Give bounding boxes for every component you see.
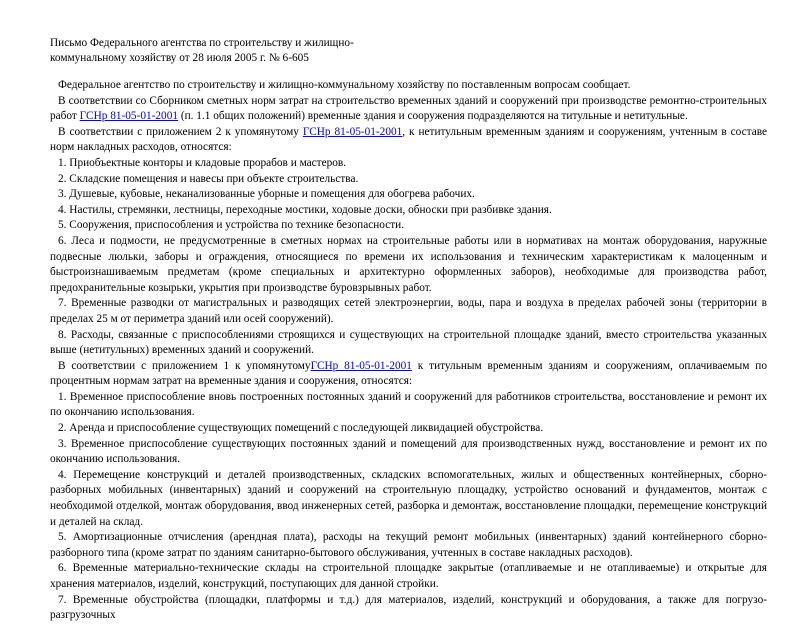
- list-item-text: 4. Настилы, стремянки, лестницы, переходные мостики, ходовые доски, обноски при разбивке здания.: [58, 203, 552, 216]
- list-item: [50, 390, 767, 421]
- paragraph-intro: [50, 78, 767, 94]
- gsnr-link[interactable]: ГСНр 81-05-01-2001: [310, 359, 412, 372]
- list-item: [50, 561, 767, 592]
- paragraph-appendix-1: [50, 359, 767, 390]
- document: [50, 36, 767, 624]
- list-item: [50, 234, 767, 296]
- paragraph-text: В соответствии с приложением 2 к упомянутому: [58, 125, 303, 138]
- list-item: [50, 468, 767, 530]
- list-item: [50, 187, 767, 203]
- list-item-text: 6. Леса и подмости, не предусмотренные в сметных нормах на строительные работы или в нормативах на монтаж оборудования, наружные подвесные люльки, заборы и ограждения, относящиеся по времени их использования и техническим характеристикам к малоценным и быстроизнашиваемым предметам (кроме специальных и архитектурно оформленных заборов), необходимые для производства работ, предохранительные козырьки, укрытия при производстве буровзрывных работ.: [50, 234, 767, 294]
- list-item-text: 3. Временное приспособление существующих постоянных зданий и помещений для производственных нужд, восстановление и ремонт их по окончанию использования.: [50, 437, 767, 466]
- list-item-text: 8. Расходы, связанные с приспособлениями строящихся и существующих на строительной площадке зданий, вместо строительства указанных выше (нетитульных) временных зданий и сооружений.: [50, 328, 767, 357]
- paragraph-text: (п. 1.1 общих положений) временные здания и сооружения подразделяются на титульные и нетитульные.: [178, 110, 688, 123]
- list-item: [50, 156, 767, 172]
- document-title: Письмо Федерального агентства по строительству и жилищно-коммунальному хозяйству от 28 июля 2005 г. № 6-605: [50, 37, 354, 64]
- list-item-text: 1. Временное приспособление вновь построенных постоянных зданий и сооружений для работников строительства, восстановление и ремонт их по окончанию использования.: [50, 390, 767, 419]
- paragraph-text: В соответствии с приложением 1 к упомянутому: [58, 359, 311, 372]
- list-item-text: 2. Складские помещения и навесы при объекте строительства.: [58, 172, 359, 185]
- list-item: [50, 593, 767, 624]
- list-item-text: 5. Амортизационные отчисления (арендная плата), расходы на текущий ремонт мобильных (инвентарных) зданий контейнерного сборно-разборного типа (кроме затрат по зданиям санитарно-бытового обслуживания, учтенных в составе накладных расходов).: [50, 531, 767, 559]
- list-item: [50, 530, 767, 561]
- list-item: [50, 296, 767, 327]
- list-item: [50, 172, 767, 188]
- list-item-text: 7. Временные обустройства (площадки, платформы и т.д.) для материалов, изделий, конструкций и оборудования, а также для погрузо- разгрузочных: [50, 593, 767, 622]
- list-item: [50, 328, 767, 359]
- list-item-text: 5. Сооружения, приспособления и устройства по технике безопасности.: [58, 219, 405, 232]
- paragraph-text: к титульным временным зданиям и сооружениям, оплачиваемым по процентным нормам затрат на временные здания и сооружения, относятся:: [50, 359, 767, 388]
- list-item: [50, 421, 767, 437]
- list-item: [50, 203, 767, 219]
- gsnr-link[interactable]: ГСНр 81-05-01-2001: [79, 110, 178, 123]
- paragraph-text: Федеральное агентство по строительству и жилищно-коммунальному хозяйству по поставленным вопросам сообщает.: [58, 79, 631, 91]
- paragraph-classification: [50, 94, 767, 125]
- list-item-text: 1. Приобъектные конторы и кладовые прорабов и мастеров.: [58, 156, 347, 169]
- list-item: [50, 218, 767, 234]
- list-item-text: 7. Временные разводки от магистральных и разводящих сетей электроэнергии, воды, пара и воздуха в пределах рабочей зоны (территории в пределах 25 м от периметра зданий или осей сооружений).: [50, 297, 767, 325]
- paragraph-text: В соответствии со Сборником сметных норм затрат на строительство временных зданий и сооружений при производстве ремонтно-строительных работ: [50, 94, 767, 123]
- list-item-text: 4. Перемещение конструкций и деталей производственных, складских вспомогательных, жилых и общественных контейнерных, сборно-разборных мобильных (инвентарных) зданий и сооружений на строительную площадку, устройство оснований и фундаментов, монтаж с необходимой отделкой, монтаж оборудования, ввод инженерных сетей, разборка и демонтаж, восстановление площадки, перемещение конструкций и деталей на склад.: [50, 468, 767, 528]
- list-item-text: 2. Аренда и приспособление существующих помещений с последующей ликвидацией обустройства.: [58, 422, 544, 435]
- paragraph-text: , к нетитульным временным зданиям и сооружениям, учтенным в составе норм накладных расходов, относятся:: [50, 125, 767, 154]
- list-item-text: 3. Душевые, кубовые, неканализованные уборные и помещения для обогрева рабочих.: [58, 188, 475, 201]
- paragraph-appendix-2: [50, 125, 767, 156]
- list-item: [50, 437, 767, 468]
- gsnr-link[interactable]: ГСНр 81-05-01-2001: [302, 125, 403, 138]
- list-item-text: 6. Временные материально-технические склады на строительной площадке закрытые (отапливаемые и не отапливаемые) и открытые для хранения материалов, изделий, конструкций, поступающих для данной стройки.: [50, 562, 767, 590]
